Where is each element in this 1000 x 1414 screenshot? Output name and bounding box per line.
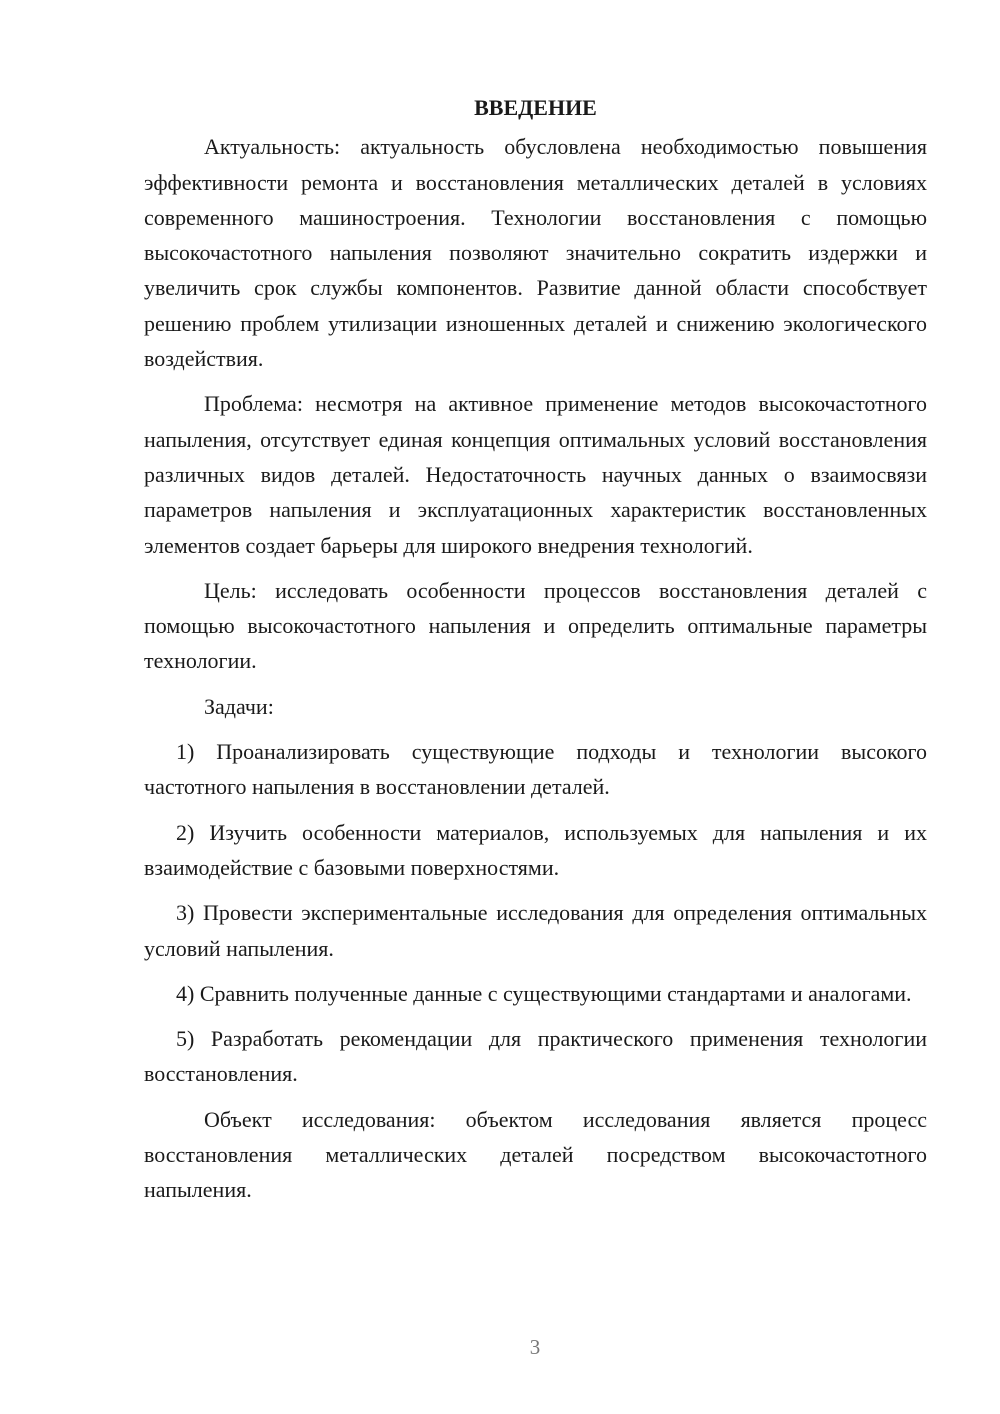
paragraph-problem: Проблема: несмотря на активное применение методов высокочастотного напыления, отсутствует единая концепция оптимальных условий восстановления различных видов деталей. Недостаточность научных данных о взаимосвязи параметров напыления и эксплуатационных характеристик восстановленных элементов создает барьеры для широкого внедрения технологий. (144, 391, 927, 558)
task-item-2: 2) Изучить особенности материалов, используемых для напыления и их взаимодействие с базовыми поверхностями. (144, 819, 927, 880)
page-number: 3 (529, 1335, 541, 1359)
paragraph-object: Объект исследования: объектом исследования является процесс восстановления металлических деталей посредством высокочастотного напыления. (144, 1106, 927, 1203)
task-item-3: 3) Провести экспериментальные исследования для определения оптимальных условий напыления. (144, 900, 927, 961)
paragraph-tasks-heading: Задачи: (204, 693, 274, 719)
task-item-5: 5) Разработать рекомендации для практического применения технологии восстановления. (144, 1026, 927, 1087)
page-title: ВВЕДЕНИЕ (474, 95, 597, 120)
task-item-1: 1) Проанализировать существующие подходы и технологии высокого частотного напыления в восстановлении деталей. (144, 739, 927, 800)
task-item-4: 4) Сравнить полученные данные с существующими стандартами и аналогами. (176, 980, 912, 1006)
paragraph-goal: Цель: исследовать особенности процессов восстановления деталей с помощью высокочастотного напыления и определить оптимальные параметры технологии. (144, 577, 927, 674)
page-content (144, 90, 927, 1208)
paragraph-relevance: Актуальность: актуальность обусловлена необходимостью повышения эффективности ремонта и восстановления металлических деталей в условиях современного машиностроения. Технологии восстановления с помощью высокочастотного напыления позволяют значительно сократить издержки и увеличить срок службы компонентов. Развитие данной области способствует решению проблем утилизации изношенных деталей и снижению экологического воздействия. (144, 134, 927, 372)
